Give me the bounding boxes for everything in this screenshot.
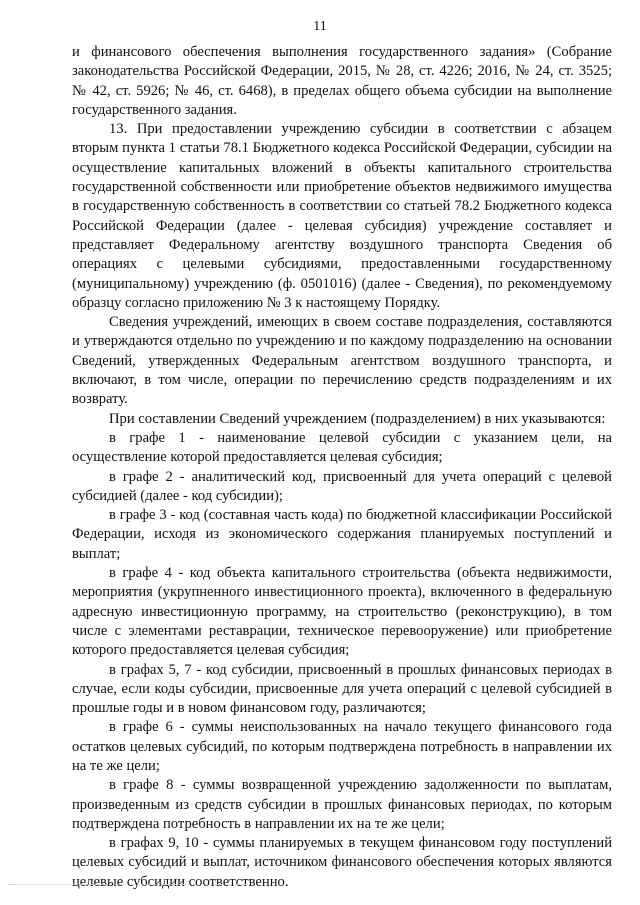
paragraph-columns-intro: При составлении Сведений учреждением (подразделением) в них указываются: xyxy=(109,410,606,427)
paragraph-continuation: и финансового обеспечения выполнения государственного задания» (Собрание законодательства Российской Федерации, 2015, № 28, ст. 4226; 2016, № 24, ст. 3525; № 42, ст. 5926; № 46, ст. 6468), в пределах общего объема субсидии на выполнение государственного задания. xyxy=(72,44,612,118)
document-body xyxy=(72,43,612,892)
paragraph-column-8: в графе 8 - суммы возвращенной учреждению задолженности по выплатам, произведенным из средств субсидии в прошлых финансовых периодах, по которым подтверждена потребность в направлении их на те же цели; xyxy=(72,777,612,832)
scan-artifact-line xyxy=(8,884,248,888)
paragraph-column-4: в графе 4 - код объекта капитального строительства (объекта недвижимости, мероприятия (укрупненного инвестиционного проекта), включенного в федеральную адресную инвестиционную программу, на строительство (реконструкцию), в том числе с элементами реставрации, техническое перевооружение) или приобретение которого предоставляется целевая субсидия; xyxy=(72,565,612,659)
paragraph-columns-5-7: в графах 5, 7 - код субсидии, присвоенный в прошлых финансовых периодах в случае, если коды субсидии, присвоенные для учета операций с целевой субсидией в прошлые годы и в новом финансовом году, различаются; xyxy=(72,661,612,717)
page-number: 11 xyxy=(313,19,327,34)
paragraph-subdivisions: Сведения учреждений, имеющих в своем составе подразделения, составляются и утверждаются отдельно по учреждению и по каждому подразделению на основании Сведений, утвержденных Федеральным агентством воздушного транспорта, и включают, в том числе, операции по перечислению средств подразделениям и их возврату. xyxy=(72,314,612,408)
paragraph-column-2: в графе 2 - аналитический код, присвоенный для учета операций с целевой субсидией (далее - код субсидии); xyxy=(72,468,612,504)
paragraph-column-1: в графе 1 - наименование целевой субсидии с указанием цели, на осуществление которой предоставляется целевая субсидия; xyxy=(72,429,612,466)
paragraph-clause-13: 13. При предоставлении учреждению субсидии в соответствии с абзацем вторым пункта 1 статьи 78.1 Бюджетного кодекса Российской Федерации, субсидии на осуществление капитальных вложений в объекты капитального строительства государственной собственности или приобретение объектов недвижимого имущества в государственную собственность в соответствии со статьей 78.2 Бюджетного кодекса Российской Федерации (далее - целевая субсидия) учреждение составляет и представляет Федеральному агентству воздушного транспорта Сведения об операциях с целевыми субсидиями, предоставленными государственному (муниципальному) учреждению (ф. 0501016) (далее - Сведения), по рекомендуемому образцу согласно приложению № 3 к настоящему Порядку. xyxy=(72,121,612,311)
paragraph-column-6: в графе 6 - суммы неиспользованных на начало текущего финансового года остатков целевых субсидий, по которым подтверждена потребность в направлении их на те же цели; xyxy=(72,719,612,774)
paragraph-column-3: в графе 3 - код (составная часть кода) по бюджетной классификации Российской Федерации, исходя из экономического содержания планируемых поступлений и выплат; xyxy=(72,507,612,562)
paragraph-columns-9-10: в графах 9, 10 - суммы планируемых в текущем финансовом году поступлений целевых субсидий и выплат, источником финансового обеспечения которых являются целевые субсидии соответственно. xyxy=(72,835,612,890)
